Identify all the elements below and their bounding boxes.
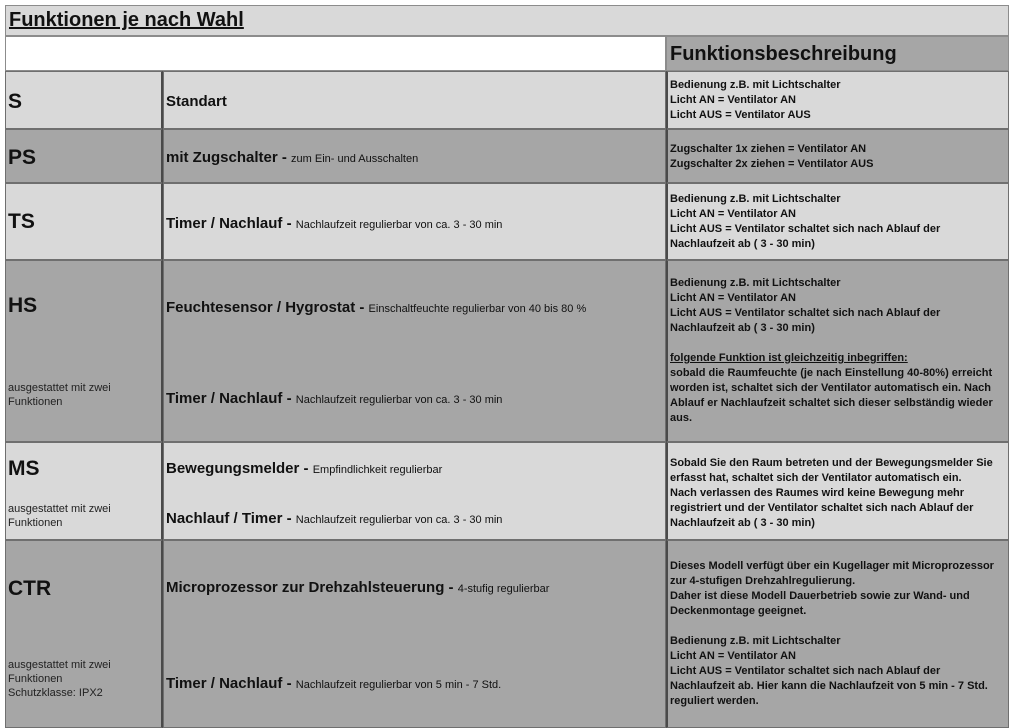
- description-line: Nachlaufzeit ab ( 3 - 30 min): [670, 238, 815, 250]
- description-line: Nachlaufzeit ab ( 3 - 30 min): [670, 322, 815, 334]
- model-code-cell: [5, 129, 163, 183]
- description-cell: [666, 260, 1009, 442]
- table-row: [5, 442, 1009, 540]
- description-header: Funktionsbeschreibung: [666, 36, 1009, 71]
- description-line: zur 4-stufigen Drehzahlregulierung.: [670, 575, 856, 587]
- table-row: [5, 183, 1009, 260]
- description-line: Licht AN = Ventilator AN: [670, 650, 797, 662]
- header-blank-cell: [5, 36, 666, 71]
- feature-line: [166, 149, 418, 167]
- description-line: aus.: [670, 412, 693, 424]
- description-line: Licht AUS = Ventilator schaltet sich nach Ablauf der: [670, 223, 941, 235]
- feature-name: Feuchtesensor / Hygrostat -: [166, 299, 369, 316]
- model-note-line: Funktionen: [8, 673, 63, 685]
- model-code-cell: [5, 71, 163, 129]
- description-line: Deckenmontage geeignet.: [670, 605, 807, 617]
- description-line: Zugschalter 1x ziehen = Ventilator AN: [670, 143, 867, 155]
- model-code: HS: [8, 294, 38, 317]
- description-line: Licht AN = Ventilator AN: [670, 94, 797, 106]
- feature-line: [166, 215, 502, 233]
- model-code-cell: [5, 260, 163, 442]
- feature-cell: [163, 129, 666, 183]
- table-row: [5, 260, 1009, 442]
- spacer: [670, 619, 1002, 634]
- description-line: Licht AN = Ventilator AN: [670, 292, 797, 304]
- description-line: Nachlaufzeit ab. Hier kann die Nachlaufzeit von 5 min - 7 Std.: [670, 680, 988, 692]
- feature-line: [166, 460, 442, 478]
- feature-cell: [163, 71, 666, 129]
- description-line: Licht AUS = Ventilator schaltet sich nach Ablauf der: [670, 665, 941, 677]
- description-line: Zugschalter 2x ziehen = Ventilator AUS: [670, 158, 874, 170]
- feature-line: [166, 579, 549, 597]
- model-code-cell: [5, 540, 163, 728]
- feature-name: Microprozessor zur Drehzahlsteuerung -: [166, 579, 458, 596]
- description-text: [670, 142, 1002, 172]
- description-line: Daher ist diese Modell Dauerbetrieb sowie zur Wand- und: [670, 590, 970, 602]
- model-note: [8, 381, 111, 409]
- description-line: Bedienung z.B. mit Lichtschalter: [670, 193, 841, 205]
- feature-name: Timer / Nachlauf -: [166, 390, 296, 407]
- description-line: Bedienung z.B. mit Lichtschalter: [670, 277, 841, 289]
- feature-detail: Nachlaufzeit regulierbar von ca. 3 - 30 min: [295, 394, 503, 406]
- description-line: folgende Funktion ist gleichzeitig inbegriffen:: [670, 352, 908, 364]
- feature-line: [166, 675, 501, 693]
- feature-detail: Nachlaufzeit regulierbar von 5 min - 7 Std.: [295, 679, 502, 691]
- description-text: [670, 456, 1002, 531]
- description-line: Nach verlassen des Raumes wird keine Bewegung mehr: [670, 487, 965, 499]
- feature-detail: Einschaltfeuchte regulierbar von 40 bis 80 %: [368, 303, 587, 315]
- description-line: Sobald Sie den Raum betreten und der Bewegungsmelder Sie: [670, 457, 993, 469]
- model-note-line: ausgestattet mit zwei: [8, 659, 111, 671]
- description-text: [670, 276, 1002, 426]
- feature-detail: Nachlaufzeit regulierbar von ca. 3 - 30 min: [295, 514, 503, 526]
- description-text: [670, 559, 1002, 709]
- model-note: [8, 502, 111, 530]
- description-line: Bedienung z.B. mit Lichtschalter: [670, 635, 841, 647]
- model-note-line: Funktionen: [8, 517, 63, 529]
- feature-line: [166, 93, 227, 111]
- model-note-line: Schutzklasse: IPX2: [8, 687, 103, 699]
- model-note-line: ausgestattet mit zwei: [8, 382, 111, 394]
- description-cell: [666, 129, 1009, 183]
- description-cell: [666, 71, 1009, 129]
- description-line: Bedienung z.B. mit Lichtschalter: [670, 79, 841, 91]
- description-line: registriert und der Ventilator schaltet sich nach Ablauf der: [670, 502, 974, 514]
- feature-detail: zum Ein- und Ausschalten: [291, 153, 419, 165]
- description-text: [670, 78, 1002, 123]
- description-line: Dieses Modell verfügt über ein Kugellager mit Microprozessor: [670, 560, 994, 572]
- model-code: TS: [8, 210, 35, 233]
- feature-line: [166, 299, 586, 317]
- model-code-cell: [5, 442, 163, 540]
- description-text: [670, 192, 1002, 252]
- page-title: Funktionen je nach Wahl: [9, 9, 244, 31]
- feature-cell: [163, 183, 666, 260]
- description-line: Ablauf er Nachlaufzeit schaltet sich dieser selbständig wieder: [670, 397, 993, 409]
- feature-name: Bewegungsmelder -: [166, 460, 313, 477]
- table-row: [5, 129, 1009, 183]
- description-cell: [666, 442, 1009, 540]
- feature-detail: Nachlaufzeit regulierbar von ca. 3 - 30 min: [295, 219, 503, 231]
- feature-name: mit Zugschalter -: [166, 149, 292, 166]
- description-line: Licht AUS = Ventilator schaltet sich nach Ablauf der: [670, 307, 941, 319]
- description-line: Nachlaufzeit ab ( 3 - 30 min): [670, 517, 815, 529]
- description-line: sobald die Raumfeuchte (je nach Einstellung 40-80%) erreicht: [670, 367, 993, 379]
- table-row: [5, 71, 1009, 129]
- feature-detail: 4-stufig regulierbar: [457, 583, 550, 595]
- description-line: Licht AUS = Ventilator AUS: [670, 109, 811, 121]
- description-line: worden ist, schaltet sich der Ventilator automatisch ein. Nach: [670, 382, 991, 394]
- description-line: erfasst hat, schaltet sich der Ventilator automatisch ein.: [670, 472, 962, 484]
- description-cell: [666, 540, 1009, 728]
- feature-name: Timer / Nachlauf -: [166, 675, 296, 692]
- model-code: PS: [8, 146, 37, 169]
- model-code: S: [8, 90, 23, 113]
- table-row: [5, 540, 1009, 728]
- feature-cell: [163, 442, 666, 540]
- description-line: reguliert werden.: [670, 695, 759, 707]
- model-note-line: ausgestattet mit zwei: [8, 503, 111, 515]
- header-row: [5, 36, 1009, 71]
- description-line: Licht AN = Ventilator AN: [670, 208, 797, 220]
- model-note: [8, 658, 111, 700]
- feature-name: Nachlauf / Timer -: [166, 510, 296, 527]
- feature-cell: [163, 260, 666, 442]
- feature-cell: [163, 540, 666, 728]
- model-note-line: Funktionen: [8, 396, 63, 408]
- model-code-cell: [5, 183, 163, 260]
- feature-name: Standart: [166, 93, 227, 110]
- feature-line: [166, 510, 502, 528]
- model-code: CTR: [8, 577, 52, 600]
- feature-detail: Empfindlichkeit regulierbar: [312, 464, 443, 476]
- description-cell: [666, 183, 1009, 260]
- model-code: MS: [8, 457, 40, 480]
- feature-name: Timer / Nachlauf -: [166, 215, 296, 232]
- spacer: [670, 336, 1002, 351]
- feature-line: [166, 390, 502, 408]
- title-bar: [5, 5, 1009, 36]
